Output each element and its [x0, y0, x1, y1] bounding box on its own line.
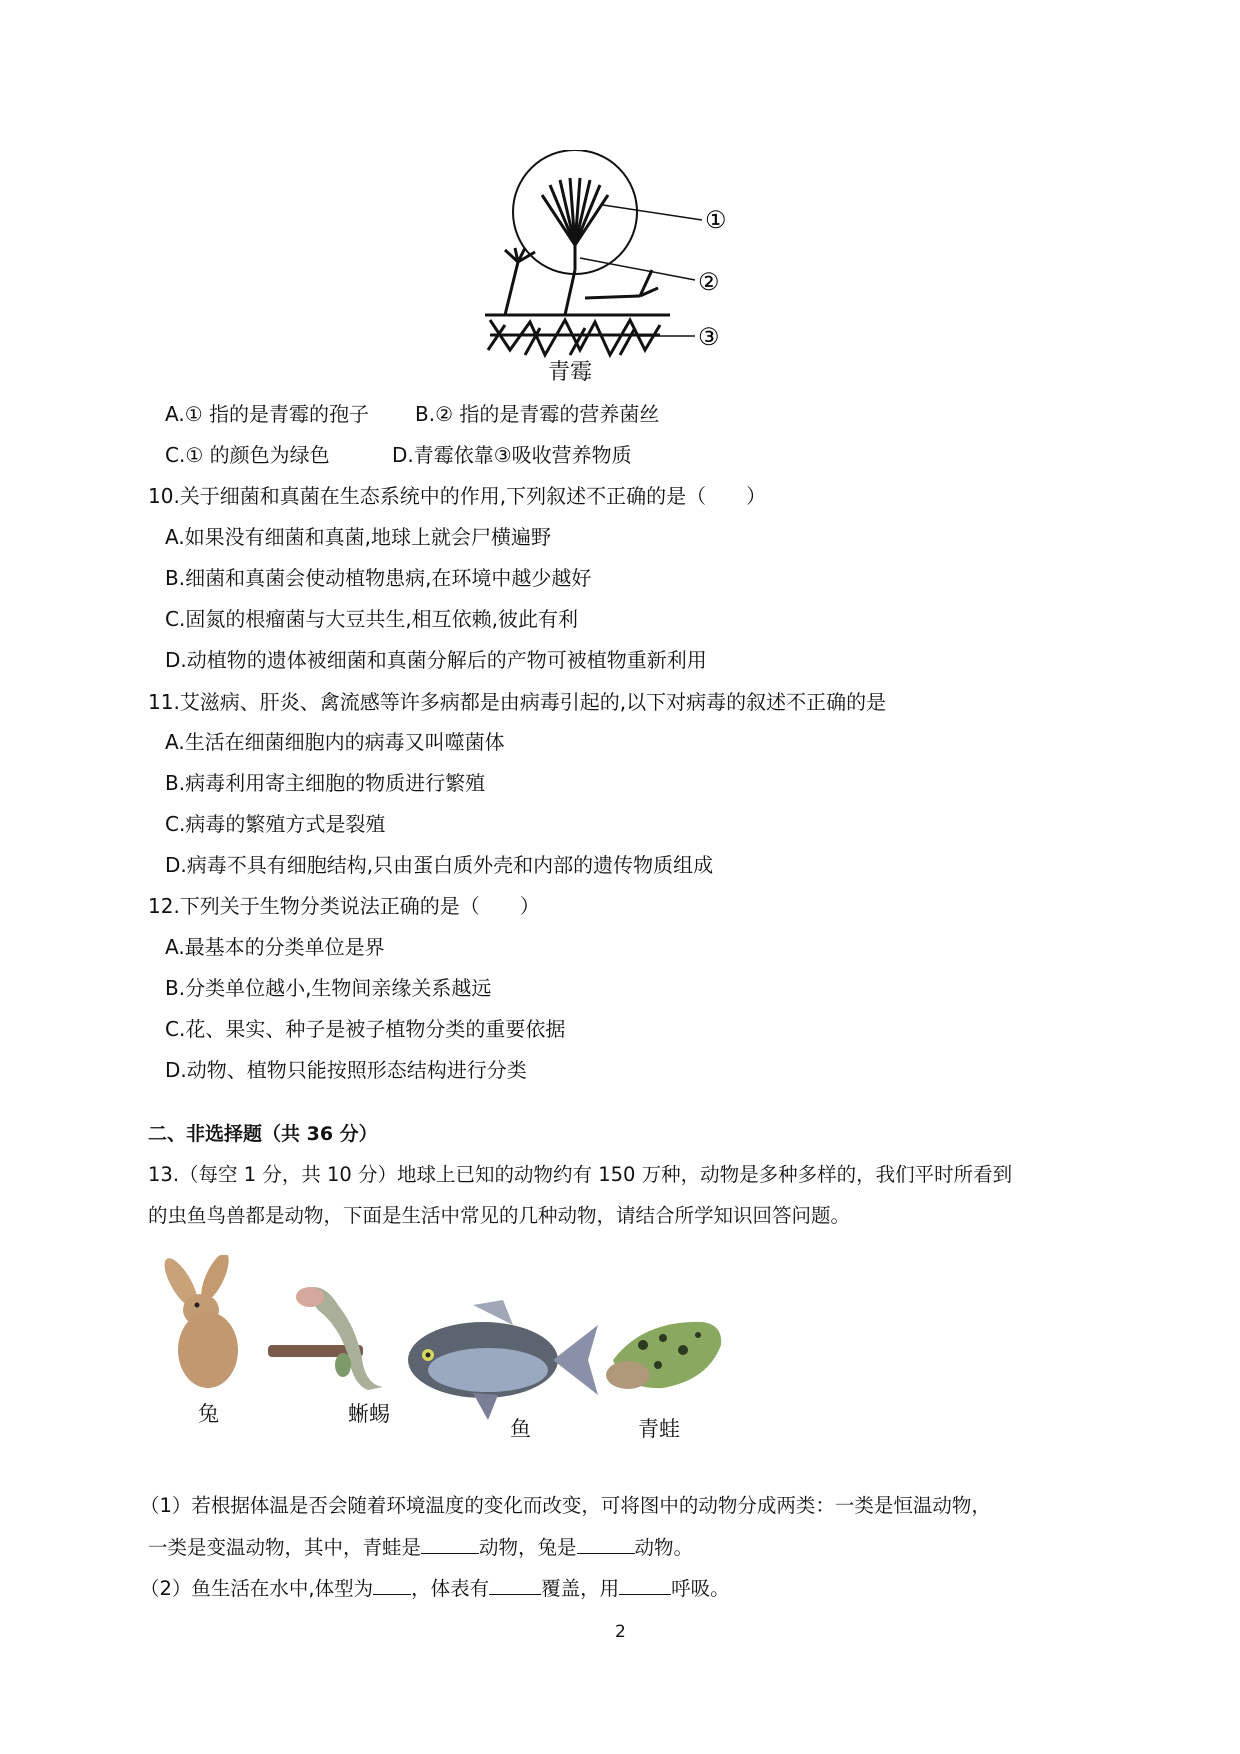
q13-sub1-text-b: 动物，兔是 [479, 1536, 577, 1559]
q13-sub2-line [140, 1574, 730, 1603]
animals-figure [148, 1255, 748, 1455]
q9-option-b: B.② 指的是青霉的营养菌丝 [415, 402, 660, 426]
body-shape-blank[interactable] [373, 1574, 411, 1595]
figure-caption: 青霉 [548, 360, 593, 385]
fish-icon [403, 1295, 603, 1425]
q9-option-d: D.青霉依靠③吸收营养物质 [392, 443, 632, 467]
q13-stem-line1: 13.（每空 1 分，共 10 分）地球上已知的动物约有 150 万种，动物是多种多样的，我们平时所看到 [148, 1163, 1013, 1186]
q12-option-c: C.花、果实、种子是被子植物分类的重要依据 [165, 1017, 566, 1041]
q10-option-d: D.动植物的遗体被细菌和真菌分解后的产物可被植物重新利用 [165, 648, 707, 672]
q13-sub2-text-c: 覆盖，用 [541, 1577, 620, 1600]
q13-sub2-text-a: （2）鱼生活在水中,体型为 [140, 1577, 374, 1600]
q12-option-d: D.动物、植物只能按照形态结构进行分类 [165, 1058, 527, 1082]
q11-option-a: A.生活在细菌细胞内的病毒又叫噬菌体 [165, 730, 505, 754]
q12-option-b: B.分类单位越小,生物间亲缘关系越远 [165, 976, 492, 1000]
q13-sub1-text-a: 一类是变温动物，其中，青蛙是 [148, 1536, 422, 1559]
svg-text:③: ③ [698, 323, 720, 351]
rabbit-answer-blank[interactable] [577, 1533, 635, 1554]
q10-stem: 10.关于细菌和真菌在生态系统中的作用,下列叙述不正确的是（ ） [148, 484, 767, 508]
penicillium-diagram-icon [470, 150, 800, 390]
rabbit-icon [153, 1255, 253, 1390]
animal-label-rabbit: 兔 [198, 1402, 219, 1426]
q13-sub2-text-b: ，体表有 [411, 1577, 490, 1600]
q10-option-c: C.固氮的根瘤菌与大豆共生,相互依赖,彼此有利 [165, 607, 579, 631]
q13-sub2-text-d: 呼吸。 [671, 1577, 730, 1600]
animal-label-frog: 青蛙 [638, 1417, 680, 1441]
frog-icon [603, 1310, 728, 1400]
page-number: 2 [615, 1622, 626, 1642]
q13-sub1-line1: （1）若根据体温是否会随着环境温度的变化而改变，可将图中的动物分成两类：一类是恒温动物， [140, 1494, 991, 1517]
section-heading: 二、非选择题（共 36 分） [148, 1123, 378, 1145]
body-cover-blank[interactable] [489, 1574, 541, 1595]
q12-option-a: A.最基本的分类单位是界 [165, 935, 385, 959]
animal-label-lizard: 蜥蜴 [348, 1402, 390, 1426]
q10-option-b: B.细菌和真菌会使动植物患病,在环境中越少越好 [165, 566, 592, 590]
q9-option-c: C.① 的颜色为绿色 [165, 443, 330, 467]
animal-label-fish: 鱼 [510, 1417, 531, 1441]
q11-stem: 11.艾滋病、肝炎、禽流感等许多病都是由病毒引起的,以下对病毒的叙述不正确的是 [148, 690, 887, 714]
lizard-icon [268, 1275, 393, 1390]
penicillium-figure [470, 150, 800, 390]
q13-sub1-text-c: 动物。 [634, 1536, 694, 1559]
q10-option-a: A.如果没有细菌和真菌,地球上就会尸横遍野 [165, 525, 552, 549]
q11-option-b: B.病毒利用寄主细胞的物质进行繁殖 [165, 771, 486, 795]
q11-option-d: D.病毒不具有细胞结构,只由蛋白质外壳和内部的遗传物质组成 [165, 853, 714, 877]
q13-sub1-line2 [148, 1533, 693, 1562]
frog-answer-blank[interactable] [421, 1533, 479, 1554]
q9-option-a: A.① 指的是青霉的孢子 [165, 402, 369, 426]
q13-stem-line2: 的虫鱼鸟兽都是动物，下面是生活中常见的几种动物，请结合所学知识回答问题。 [148, 1204, 851, 1227]
q11-option-c: C.病毒的繁殖方式是裂殖 [165, 812, 386, 836]
svg-text:②: ② [698, 268, 720, 296]
q12-stem: 12.下列关于生物分类说法正确的是（ ） [148, 894, 540, 918]
svg-text:①: ① [705, 206, 727, 234]
respiration-organ-blank[interactable] [619, 1574, 671, 1595]
